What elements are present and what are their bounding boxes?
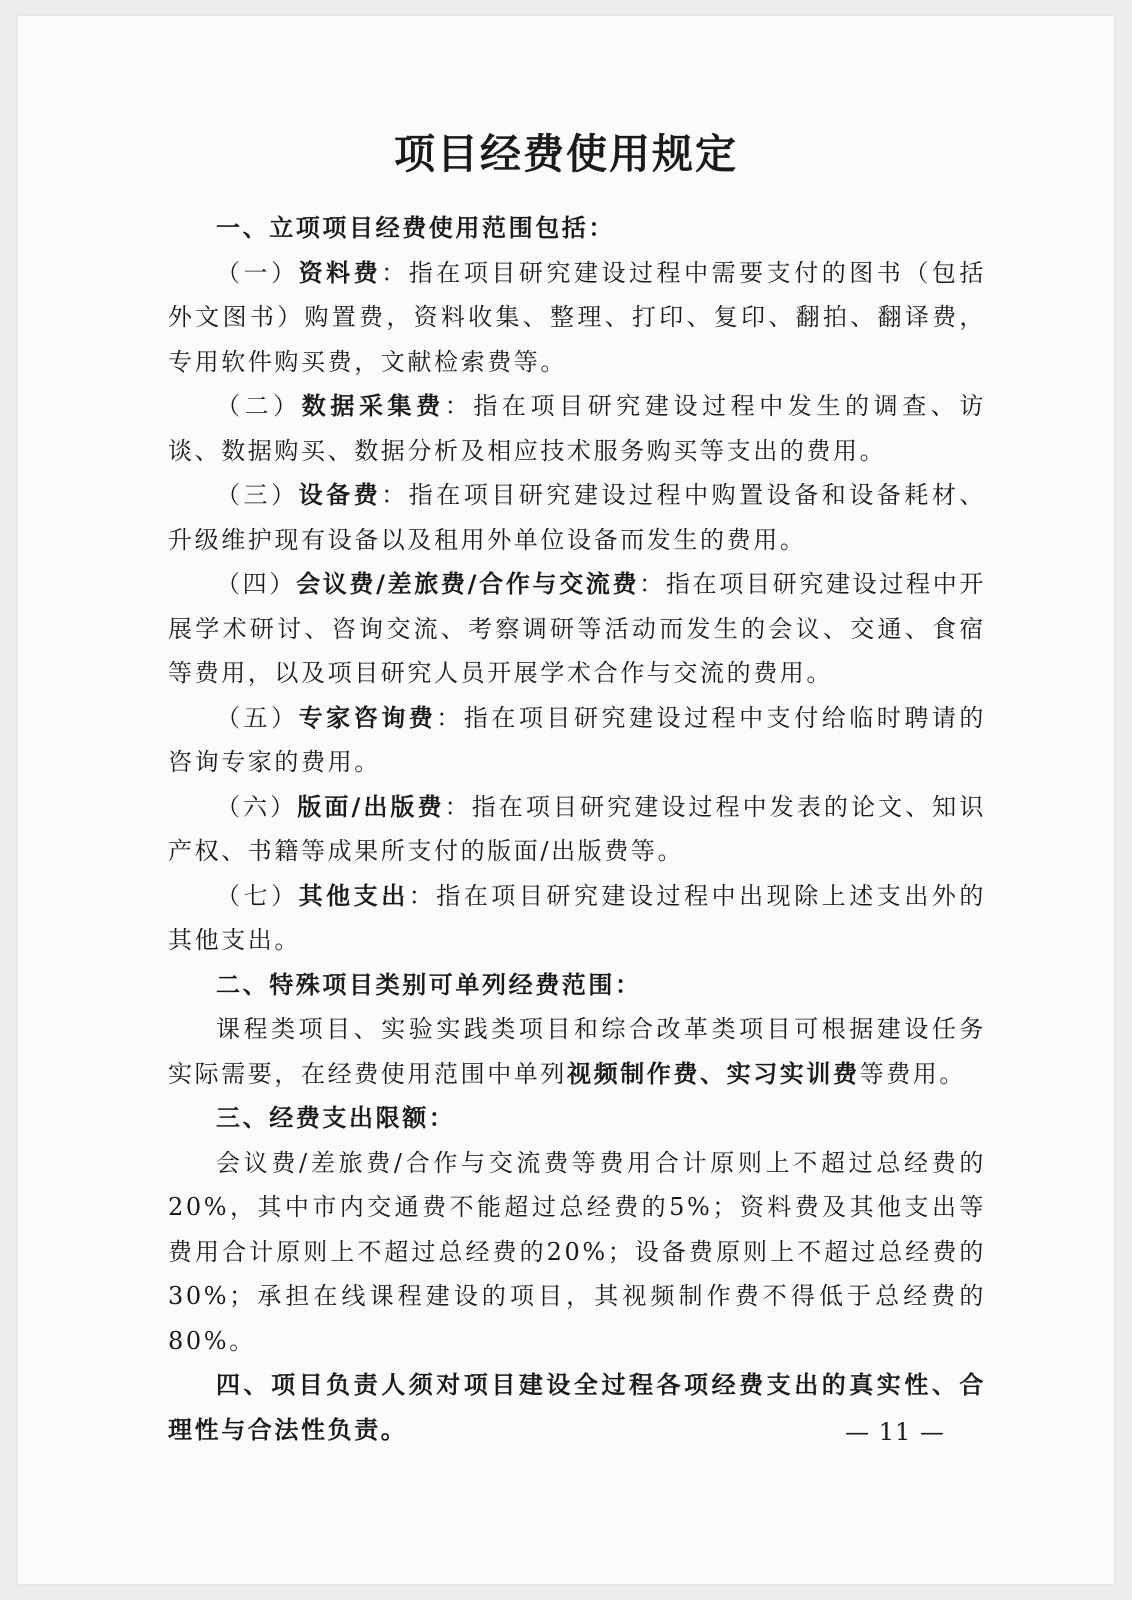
section-heading-1: 一、立项项目经费使用范围包括： (216, 214, 615, 242)
expense-item-prefix: （三） (216, 481, 299, 509)
expense-item-text: ：指在项目研究建设过程中支付给临时聘请的咨询专家的费用。 (168, 703, 987, 776)
expense-item-prefix: （二） (216, 392, 302, 420)
expense-item-text: ：指在项目研究建设过程中出现除上述支出外的其他支出。 (168, 881, 986, 954)
expense-item-prefix: （一） (216, 258, 299, 287)
expense-item-term: 资料费 (298, 258, 382, 287)
page-number: — 11 — (845, 1418, 945, 1446)
expense-item-term: 版面/出版费 (297, 792, 445, 821)
section-body-text: 等费用。 (859, 1059, 967, 1088)
expense-item-text: ：指在项目研究建设过程中发表的论文、知识产权、书籍等成果所支付的版面/出版费等。 (168, 792, 986, 865)
expense-item-text: ：指在项目研究建设过程中购置设备和设备耗材、升级维护现有设备以及租用外单位设备而发生的费用。 (168, 481, 986, 554)
expense-item-5 (168, 696, 986, 785)
expense-item-prefix: （四） (216, 570, 297, 598)
section-body-3: 会议费/差旅费/合作与交流费等费用合计原则上不超过总经费的20%，其中市内交通费不能超过总经费的5%；资料费及其他支出等费用合计原则上不超过总经费的20%；设备费原则上不超过总经费的30%；承担在线课程建设的项目，其视频制作费不得低于总经费的80%。 (168, 1148, 986, 1355)
expense-item-text: ：指在项目研究建设过程中需要支付的图书（包括外文图书）购置费，资料收集、整理、打印、复印、翻拍、翻译费，专用软件购买费，文献检索费等。 (168, 258, 986, 376)
expense-item-6 (168, 785, 986, 874)
section-heading-2: 二、特殊项目类别可单列经费范围： (216, 970, 642, 999)
expense-item-3 (168, 473, 986, 562)
expense-item-prefix: （六） (216, 792, 298, 821)
document-title: 项目经费使用规定 (394, 130, 738, 178)
expense-item-4 (168, 562, 986, 696)
section-body-emphasis: 视频制作费、实习实训费 (567, 1059, 860, 1088)
section-heading-4: 四、项目负责人须对项目建设全过程各项经费支出的真实性、合理性与合法性负责。 (168, 1371, 986, 1444)
expense-item-term: 会议费/差旅费/合作与交流费 (296, 570, 640, 598)
expense-item-prefix: （五） (216, 703, 299, 732)
expense-item-term: 专家咨询费 (298, 703, 437, 732)
expense-item-prefix: （七） (216, 881, 299, 910)
expense-item-7 (168, 874, 986, 963)
expense-item-1 (168, 251, 986, 385)
document-page (18, 16, 1114, 1584)
section-body-2 (168, 1007, 986, 1096)
section-body-text: 课程类项目、实验实践类项目和综合改革类项目可根据建设任务实际需要，在经费使用范围中单列 (168, 1015, 986, 1088)
expense-item-term: 数据采集费 (301, 392, 445, 420)
expense-item-term: 其他支出 (298, 881, 409, 910)
expense-item-term: 设备费 (298, 481, 382, 509)
expense-item-text: ：指在项目研究建设过程中发生的调查、访谈、数据购买、数据分析及相应技术服务购买等支出的费用。 (168, 392, 986, 465)
expense-item-2 (168, 384, 986, 473)
document-body (168, 206, 986, 1452)
section-heading-3: 三、经费支出限额： (216, 1104, 456, 1132)
expense-item-text: ：指在项目研究建设过程中开展学术研讨、咨询交流、考察调研等活动而发生的会议、交通、食宿等费用，以及项目研究人员开展学术合作与交流的费用。 (168, 570, 986, 687)
